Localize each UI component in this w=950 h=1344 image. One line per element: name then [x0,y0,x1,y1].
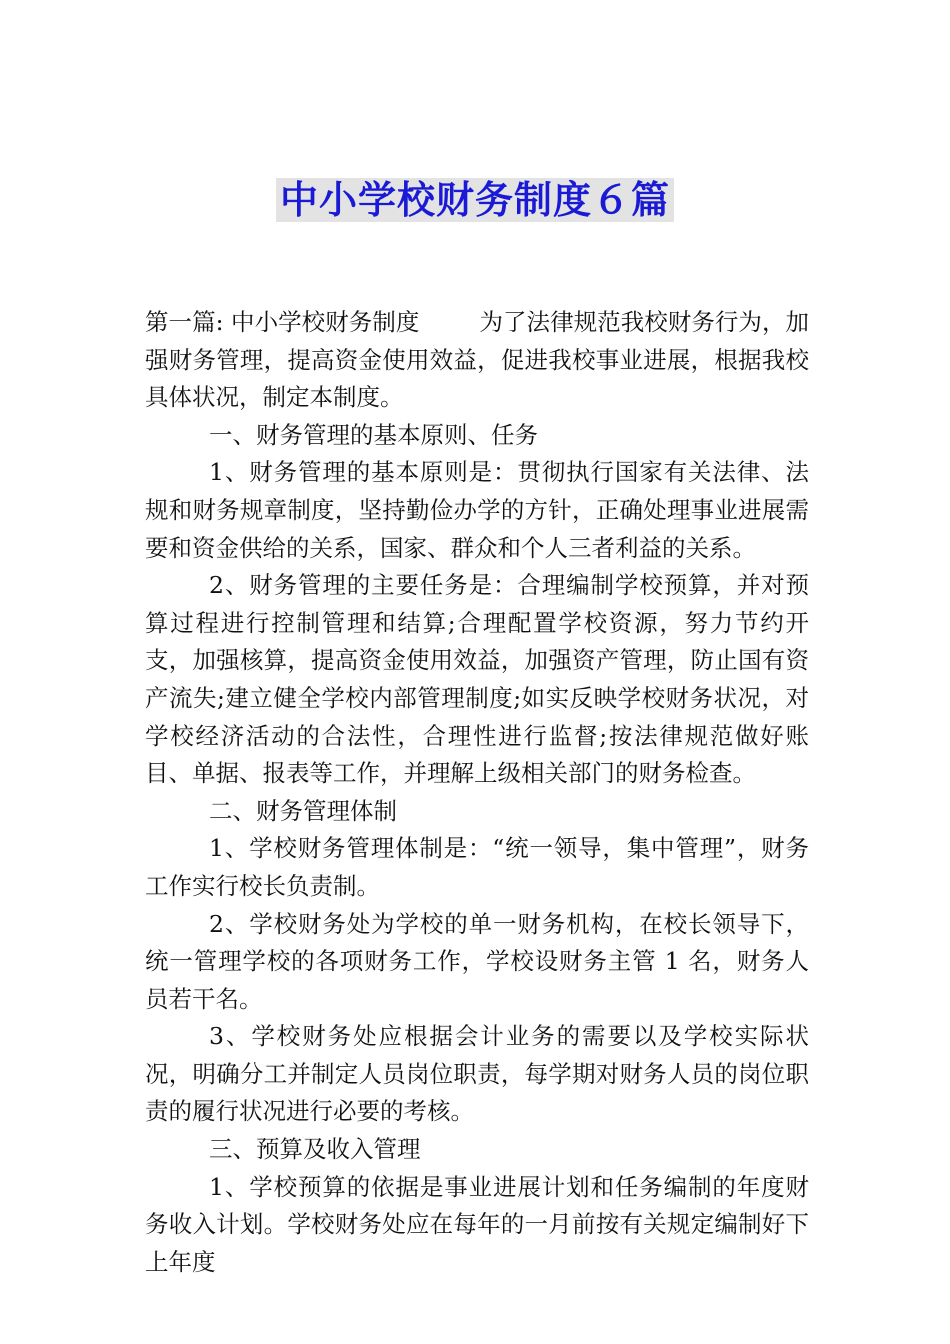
section-heading-2: 二、财务管理体制 [209,796,397,825]
paragraph: 1、学校财务管理体制是：“统一领导，集中管理”，财务工作实行校长负责制。 [145,834,809,900]
paragraph: 1、财务管理的基本原则是：贯彻执行国家有关法律、法规和财务规章制度，坚持勤俭办学的方针，正确处理事业进展需要和资金供给的关系，国家、群众和个人三者利益的关系。 [145,458,809,562]
chapter-heading: 第一篇: 中小学校财务制度 [145,308,420,336]
paragraph: 3、学校财务处应根据会计业务的需要以及学校实际状况，明确分工并制定人员岗位职责，每学期对财务人员的岗位职责的履行状况进行必要的考核。 [145,1022,809,1126]
paragraph-intro [145,304,809,417]
document-title-text: 中小学校财务制度６篇 [276,178,674,222]
paragraph: 1、学校预算的依据是事业进展计划和任务编制的年度财务收入计划。学校财务处应在每年的一月前按有关规定编制好下上年度 [145,1172,809,1276]
section-heading-1: 一、财务管理的基本原则、任务 [209,420,538,449]
section-heading-3: 三、预算及收入管理 [209,1135,421,1164]
document-body [145,304,809,1281]
intro-text: 为了法律规范我校财务行为，加强财务管理，提高资金使用效益，促进我校事业进展，根据我校具体状况，制定本制度。 [145,308,810,412]
paragraph: 2、财务管理的主要任务是：合理编制学校预算，并对预算过程进行控制管理和结算;合理配置学校资源，努力节约开支，加强核算，提高资金使用效益，加强资产管理，防止国有资产流失;建立健全学校内部管理制度;如实反映学校财务状况，对学校经济活动的合法性，合理性进行监督;按法律规范做好账目、单据、报表等工作，并理解上级相关部门的财务检查。 [145,571,809,788]
paragraph: 2、学校财务处为学校的单一财务机构，在校长领导下，统一管理学校的各项财务工作，学校设财务主管 1 名，财务人员若干名。 [145,909,809,1013]
document-title [0,172,950,228]
